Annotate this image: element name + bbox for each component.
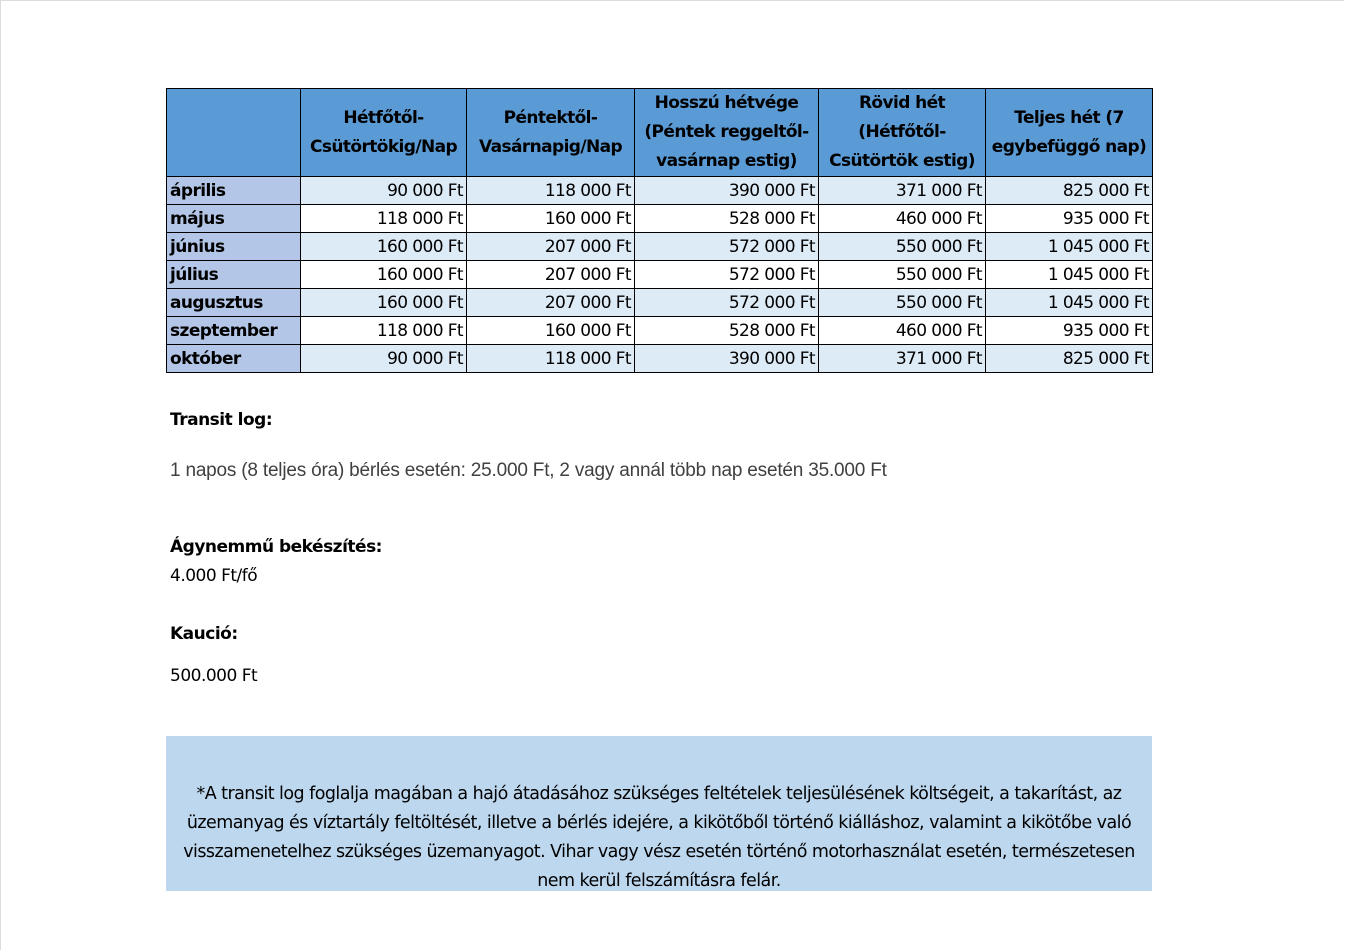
price-cell: 550 000 Ft [819,261,986,289]
price-cell: 935 000 Ft [986,205,1153,233]
deposit-heading: Kaució: [170,624,238,644]
price-cell: 528 000 Ft [635,205,819,233]
header-cell-full-week: Teljes hét (7 egybefüggő nap) [986,89,1153,177]
price-cell: 572 000 Ft [635,233,819,261]
month-cell: április [167,177,301,205]
price-cell: 118 000 Ft [301,205,467,233]
table-row [167,177,1153,205]
price-cell: 90 000 Ft [301,177,467,205]
month-cell: június [167,233,301,261]
price-cell: 935 000 Ft [986,317,1153,345]
bedding-heading: Ágynemmű bekészítés: [170,537,382,557]
month-cell: szeptember [167,317,301,345]
price-cell: 572 000 Ft [635,289,819,317]
price-cell: 371 000 Ft [819,177,986,205]
header-cell-weekend: Péntektől-Vasárnapig/Nap [467,89,635,177]
header-cell-long-weekend: Hosszú hétvége (Péntek reggeltől-vasárnap estig) [635,89,819,177]
price-cell: 207 000 Ft [467,289,635,317]
bedding-value: 4.000 Ft/fő [170,566,258,586]
price-cell: 550 000 Ft [819,233,986,261]
transit-log-note-text: *A transit log foglalja magában a hajó átadásához szükséges feltételek teljesülésének költségeit, a takarítást, az üzemanyag és víztartály feltöltését, illetve a bérlés idejére, a kikötőből történő kiálláshoz, valamint a kikötőbe való visszamenetelhez szükséges üzemanyagot. Vihar vagy vész esetén történő motorhasználat esetén, természetesen nem kerül felszámításra felár. [183,784,1135,891]
deposit-value: 500.000 Ft [170,666,258,686]
header-cell-month [167,89,301,177]
price-cell: 118 000 Ft [301,317,467,345]
header-cell-short-week: Rövid hét (Hétfőtől-Csütörtök estig) [819,89,986,177]
price-cell: 118 000 Ft [467,345,635,373]
price-cell: 160 000 Ft [467,205,635,233]
price-cell: 550 000 Ft [819,289,986,317]
price-cell: 160 000 Ft [301,233,467,261]
price-cell: 371 000 Ft [819,345,986,373]
price-table [166,88,1153,373]
transit-log-text: 1 napos (8 teljes óra) bérlés esetén: 25.000 Ft, 2 vagy annál több nap esetén 35.000 Ft [170,460,887,481]
price-cell: 207 000 Ft [467,261,635,289]
transit-log-note-box [166,736,1152,891]
price-cell: 825 000 Ft [986,345,1153,373]
price-cell: 1 045 000 Ft [986,261,1153,289]
price-cell: 90 000 Ft [301,345,467,373]
price-cell: 1 045 000 Ft [986,233,1153,261]
price-cell: 1 045 000 Ft [986,289,1153,317]
table-row [167,317,1153,345]
price-cell: 460 000 Ft [819,317,986,345]
price-cell: 390 000 Ft [635,345,819,373]
price-cell: 825 000 Ft [986,177,1153,205]
price-cell: 572 000 Ft [635,261,819,289]
header-cell-weekday: Hétfőtől-Csütörtökig/Nap [301,89,467,177]
month-cell: augusztus [167,289,301,317]
price-cell: 160 000 Ft [301,289,467,317]
price-cell: 160 000 Ft [301,261,467,289]
price-cell: 460 000 Ft [819,205,986,233]
table-header-row [167,89,1153,177]
price-cell: 160 000 Ft [467,317,635,345]
transit-log-heading: Transit log: [170,410,273,430]
table-row [167,261,1153,289]
month-cell: május [167,205,301,233]
price-cell: 207 000 Ft [467,233,635,261]
table-row [167,289,1153,317]
table-row [167,233,1153,261]
month-cell: október [167,345,301,373]
price-cell: 528 000 Ft [635,317,819,345]
price-cell: 390 000 Ft [635,177,819,205]
month-cell: július [167,261,301,289]
table-row [167,205,1153,233]
table-row [167,345,1153,373]
price-cell: 118 000 Ft [467,177,635,205]
